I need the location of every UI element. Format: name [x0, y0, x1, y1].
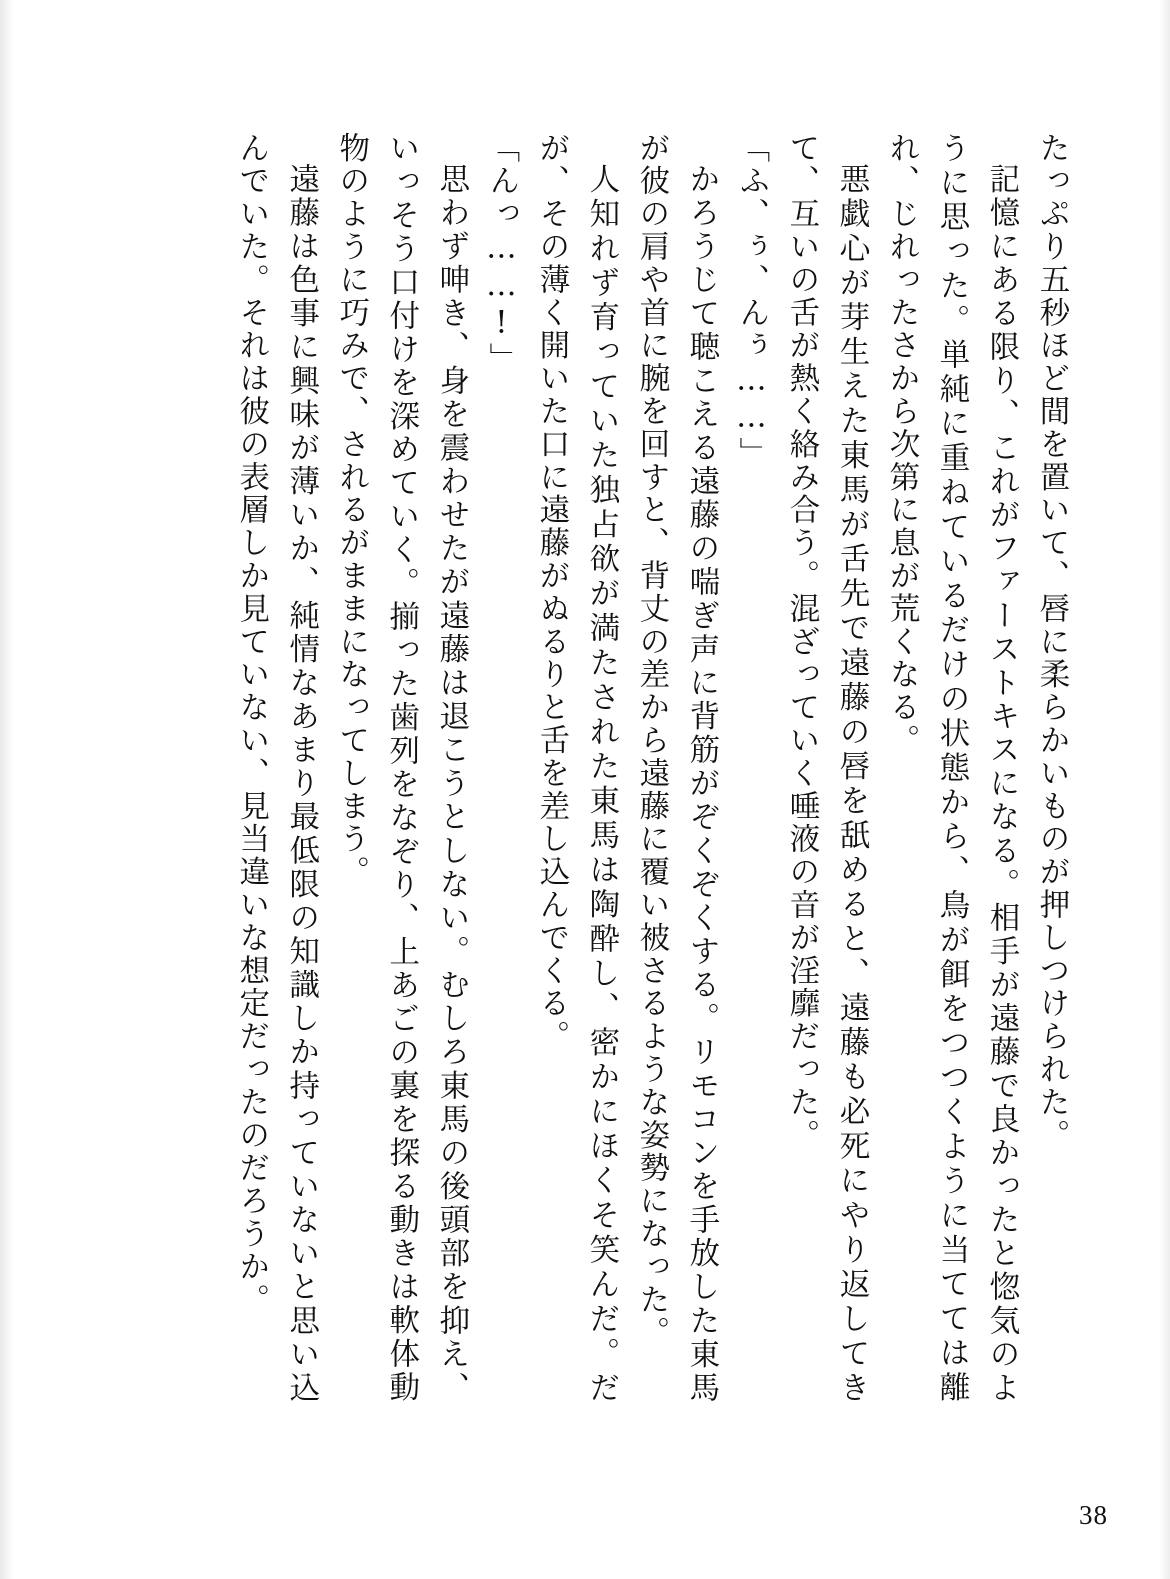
paragraph: たっぷり五秒ほど間を置いて、唇に柔らかいものが押しつけられた。 — [1034, 132, 1069, 1152]
page-body-text — [108, 132, 1076, 1404]
dialogue-line: 「ふ、ぅ、んぅ……」 — [733, 132, 769, 470]
paragraph: かろうじて聴こえる遠藤の喘ぎ声に背筋がぞくぞくする。リモコンを手放した東馬が彼の肩や首に腕を回すと、背丈の差から遠藤に覆い被さるような姿勢になった。 — [633, 132, 719, 1404]
dialogue-line: 「んっ……!」 — [483, 132, 519, 376]
paragraph: 遠藤は色事に興味が薄いか、純情なあまり最低限の知識しか持っていないと思い込んでいた。それは彼の表層しか見ていない、見当違いな想定だったのだろうか。 — [233, 132, 319, 1404]
page-number: 38 — [1079, 1500, 1108, 1530]
paragraph: 記憶にある限り、これがファーストキスになる。相手が遠藤で良かったと惚気のように思った。単純に重ねているだけの状態から、鳥が餌をつつくように当てては離れ、じれったさから次第に息が荒くなる。 — [883, 132, 1019, 1404]
paragraph: 人知れず育っていた独占欲が満たされた東馬は陶酔し、密かにほくそ笑んだ。だが、その薄く開いた口に遠藤がぬるりと舌を差し込んでくる。 — [533, 132, 619, 1404]
paragraph: 思わず呻き、身を震わせたが遠藤は退こうとしない。むしろ東馬の後頭部を抑え、いっそう口付けを深めていく。揃った歯列をなぞり、上あごの裏を探る動きは軟体動物のように巧みで、されるがままになってしまう。 — [333, 132, 469, 1404]
paragraph: 悪戯心が芽生えた東馬が舌先で遠藤の唇を舐めると、遠藤も必死にやり返してきて、互いの舌が熱く絡み合う。混ざっていく唾液の音が淫靡だった。 — [783, 132, 869, 1404]
